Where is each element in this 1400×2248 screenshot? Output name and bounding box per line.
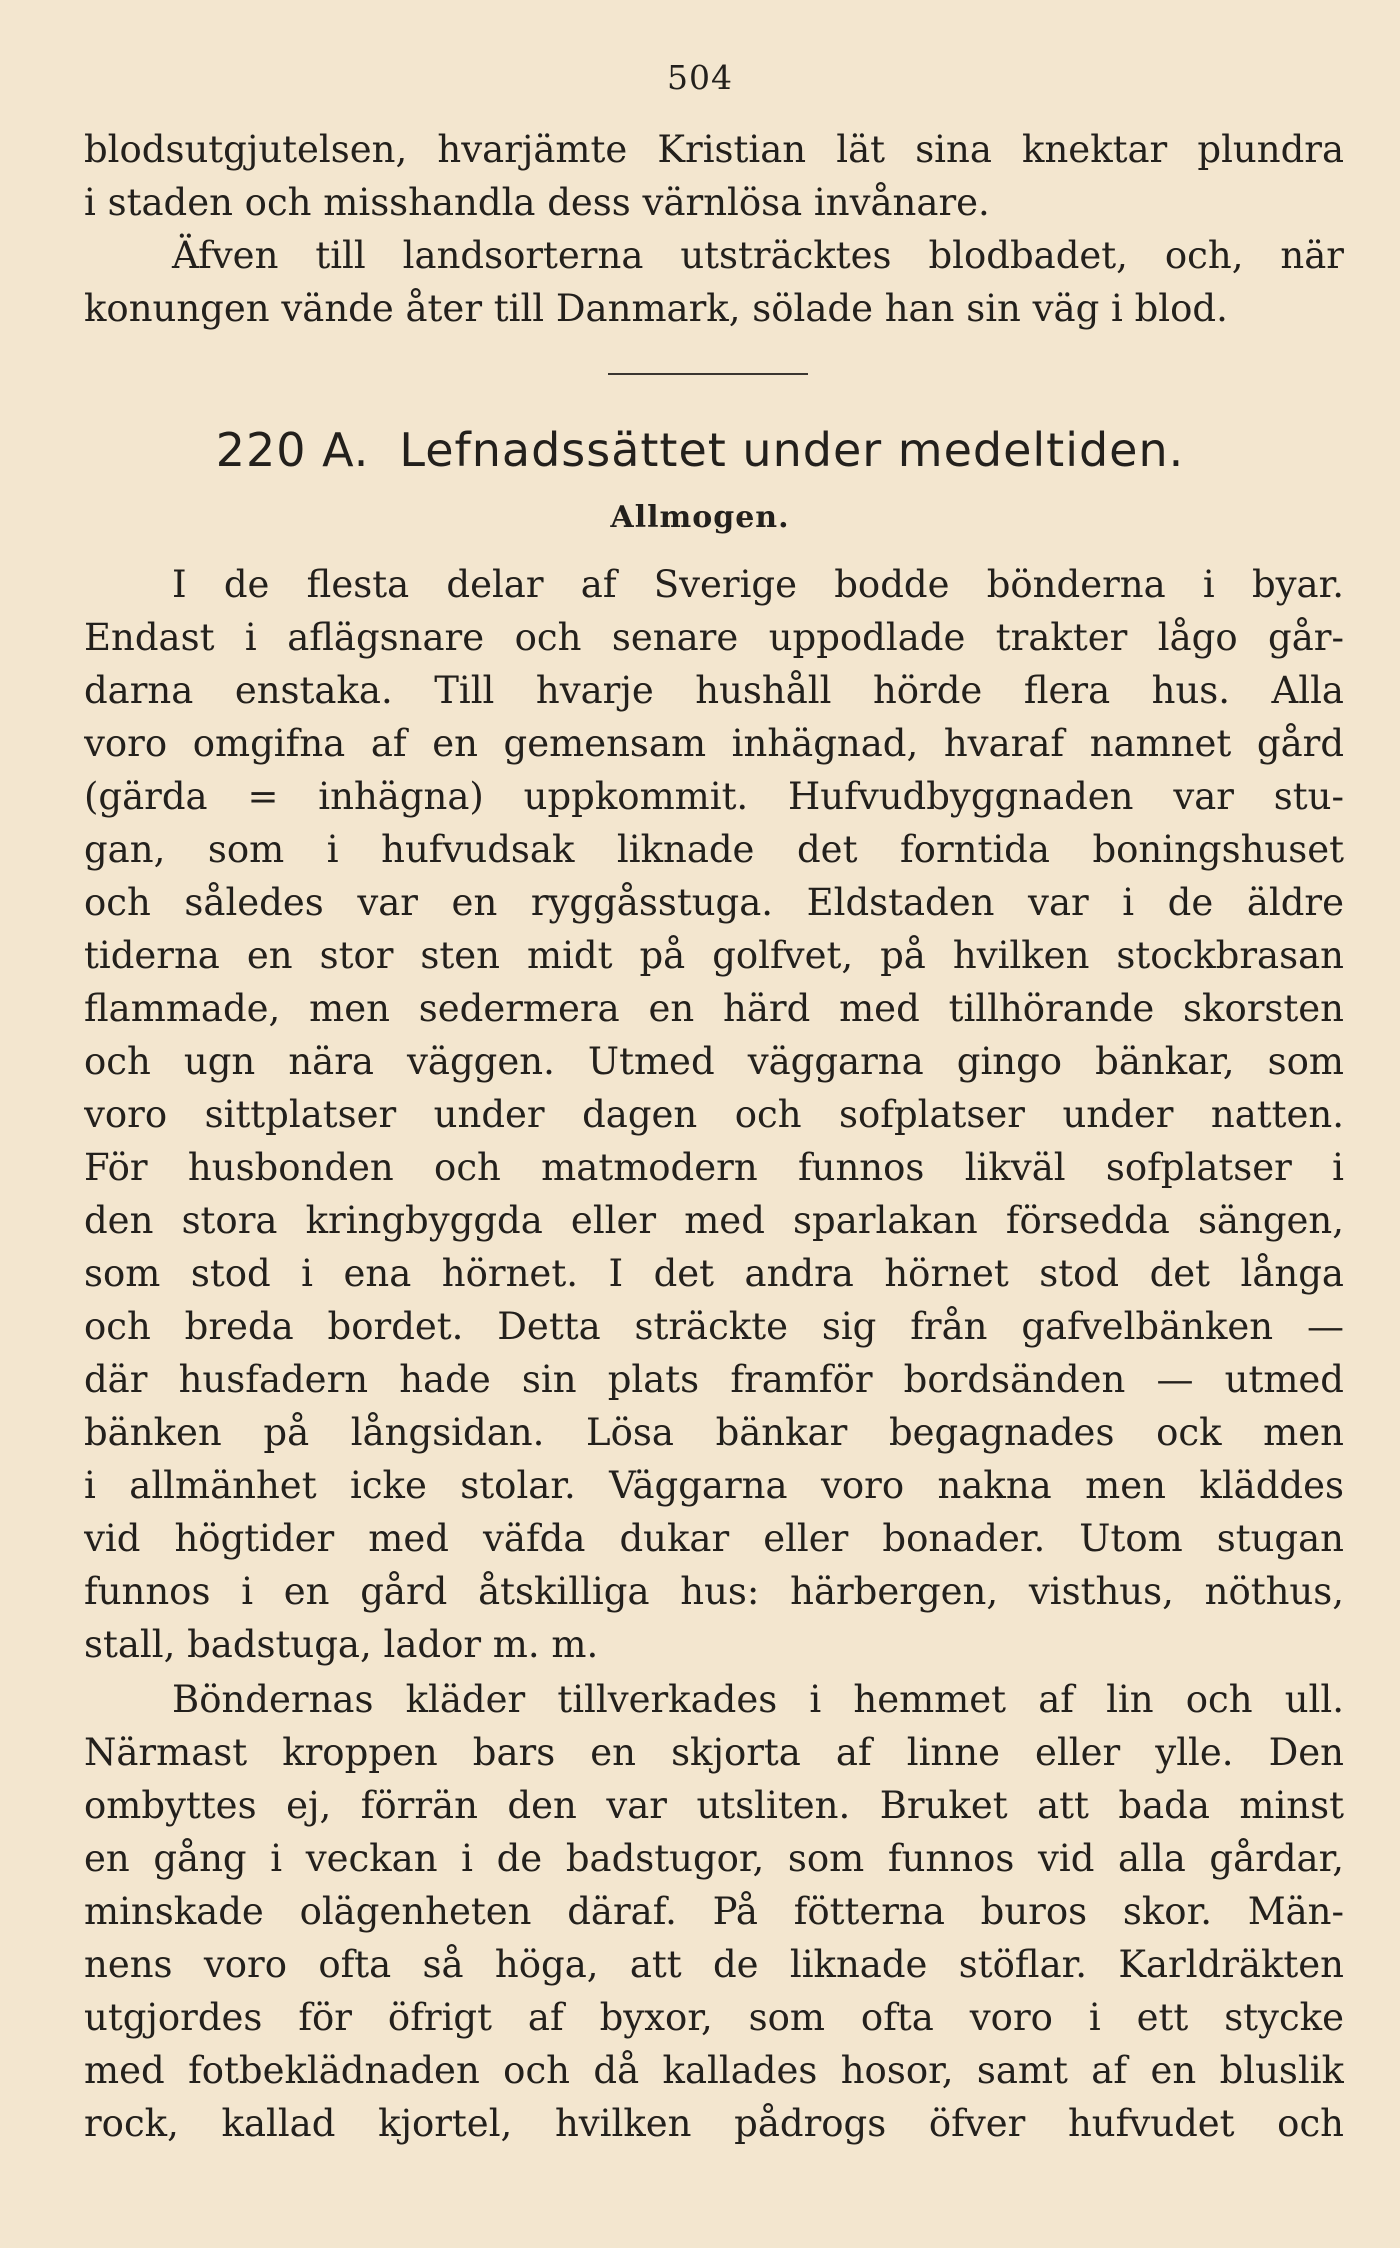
section-number: 220 A. [215, 423, 370, 477]
page-number: 504 [667, 58, 733, 97]
text-line: (gärda = inhägna) uppkommit. Hufvudbyggnaden var stu- [84, 775, 1344, 818]
text-line: Äfven till landsorterna utsträcktes blodbadet, och, när [172, 234, 1344, 277]
text-line: i staden och misshandla dess värnlösa invånare. [84, 181, 990, 224]
text-line: utgjordes för öfrigt af byxor, som ofta voro i ett stycke [84, 1996, 1344, 2039]
text-line: gan, som i hufvudsak liknade det forntida boningshuset [84, 828, 1344, 871]
text-line: flammade, men sedermera en härd med tillhörande skorsten [84, 987, 1344, 1030]
text-line: Närmast kroppen bars en skjorta af linne eller ylle. Den [84, 1731, 1344, 1774]
text-line: som stod i ena hörnet. I det andra hörnet stod det långa [84, 1252, 1344, 1295]
text-line: den stora kringbyggda eller med sparlakan försedda sängen, [84, 1199, 1344, 1242]
text-line: och breda bordet. Detta sträckte sig från gafvelbänken — [84, 1305, 1344, 1348]
text-line: nens voro ofta så höga, att de liknade stöflar. Karldräkten [84, 1943, 1344, 1986]
text-line: minskade olägenheten däraf. På fötterna buros skor. Män- [84, 1890, 1344, 1933]
text-line: voro sittplatser under dagen och sofplatser under natten. [84, 1093, 1344, 1136]
text-line: För husbonden och matmodern funnos likväl sofplatser i [84, 1146, 1344, 1189]
text-line: bänken på långsidan. Lösa bänkar begagnades ock men [84, 1411, 1344, 1454]
text-line: en gång i veckan i de badstugor, som funnos vid alla gårdar, [84, 1837, 1344, 1880]
text-line: stall, badstuga, lador m. m. [84, 1623, 599, 1666]
text-line: tiderna en stor sten midt på golfvet, på hvilken stockbrasan [84, 934, 1344, 977]
text-line: ombyttes ej, förrän den var utsliten. Bruket att bada minst [84, 1784, 1344, 1827]
text-line: konungen vände åter till Danmark, sölade han sin väg i blod. [84, 287, 1228, 330]
text-line: voro omgifna af en gemensam inhägnad, hvaraf namnet gård [84, 722, 1344, 765]
paragraph-1 [84, 558, 1344, 1671]
text-line: rock, kallad kjortel, hvilken pådrogs öfver hufvudet och [84, 2102, 1344, 2145]
text-line: Böndernas kläder tillverkades i hemmet af lin och ull. [172, 1678, 1344, 1721]
text-line: i allmänhet icke stolar. Väggarna voro nakna men kläddes [84, 1464, 1344, 1507]
text-line: och ugn nära väggen. Utmed väggarna gingo bänkar, som [84, 1040, 1344, 1083]
text-line: och således var en ryggåsstuga. Eldstaden var i de äldre [84, 881, 1344, 924]
text-line: Endast i aflägsnare och senare uppodlade trakter lågo går- [84, 616, 1344, 659]
text-line: I de flesta delar af Sverige bodde bönderna i byar. [172, 563, 1344, 606]
text-line: blodsutgjutelsen, hvarjämte Kristian lät sina knektar plundra [84, 128, 1344, 171]
intro-paragraph [84, 123, 1344, 335]
text-line: där husfadern hade sin plats framför bordsänden — utmed [84, 1358, 1344, 1401]
text-line: darna enstaka. Till hvarje hushåll hörde flera hus. Alla [84, 669, 1344, 712]
section-heading [0, 423, 1400, 477]
text-line: vid högtider med väfda dukar eller bonader. Utom stugan [84, 1517, 1344, 1560]
section-title: Lefnadssättet under medeltiden. [399, 423, 1185, 477]
section-divider [608, 373, 808, 375]
text-line: med fotbeklädnaden och då kallades hosor, samt af en bluslik [84, 2049, 1344, 2092]
subheading: Allmogen. [610, 500, 790, 535]
text-line: funnos i en gård åtskilliga hus: härbergen, visthus, nöthus, [84, 1570, 1344, 1613]
paragraph-2 [84, 1673, 1344, 2150]
